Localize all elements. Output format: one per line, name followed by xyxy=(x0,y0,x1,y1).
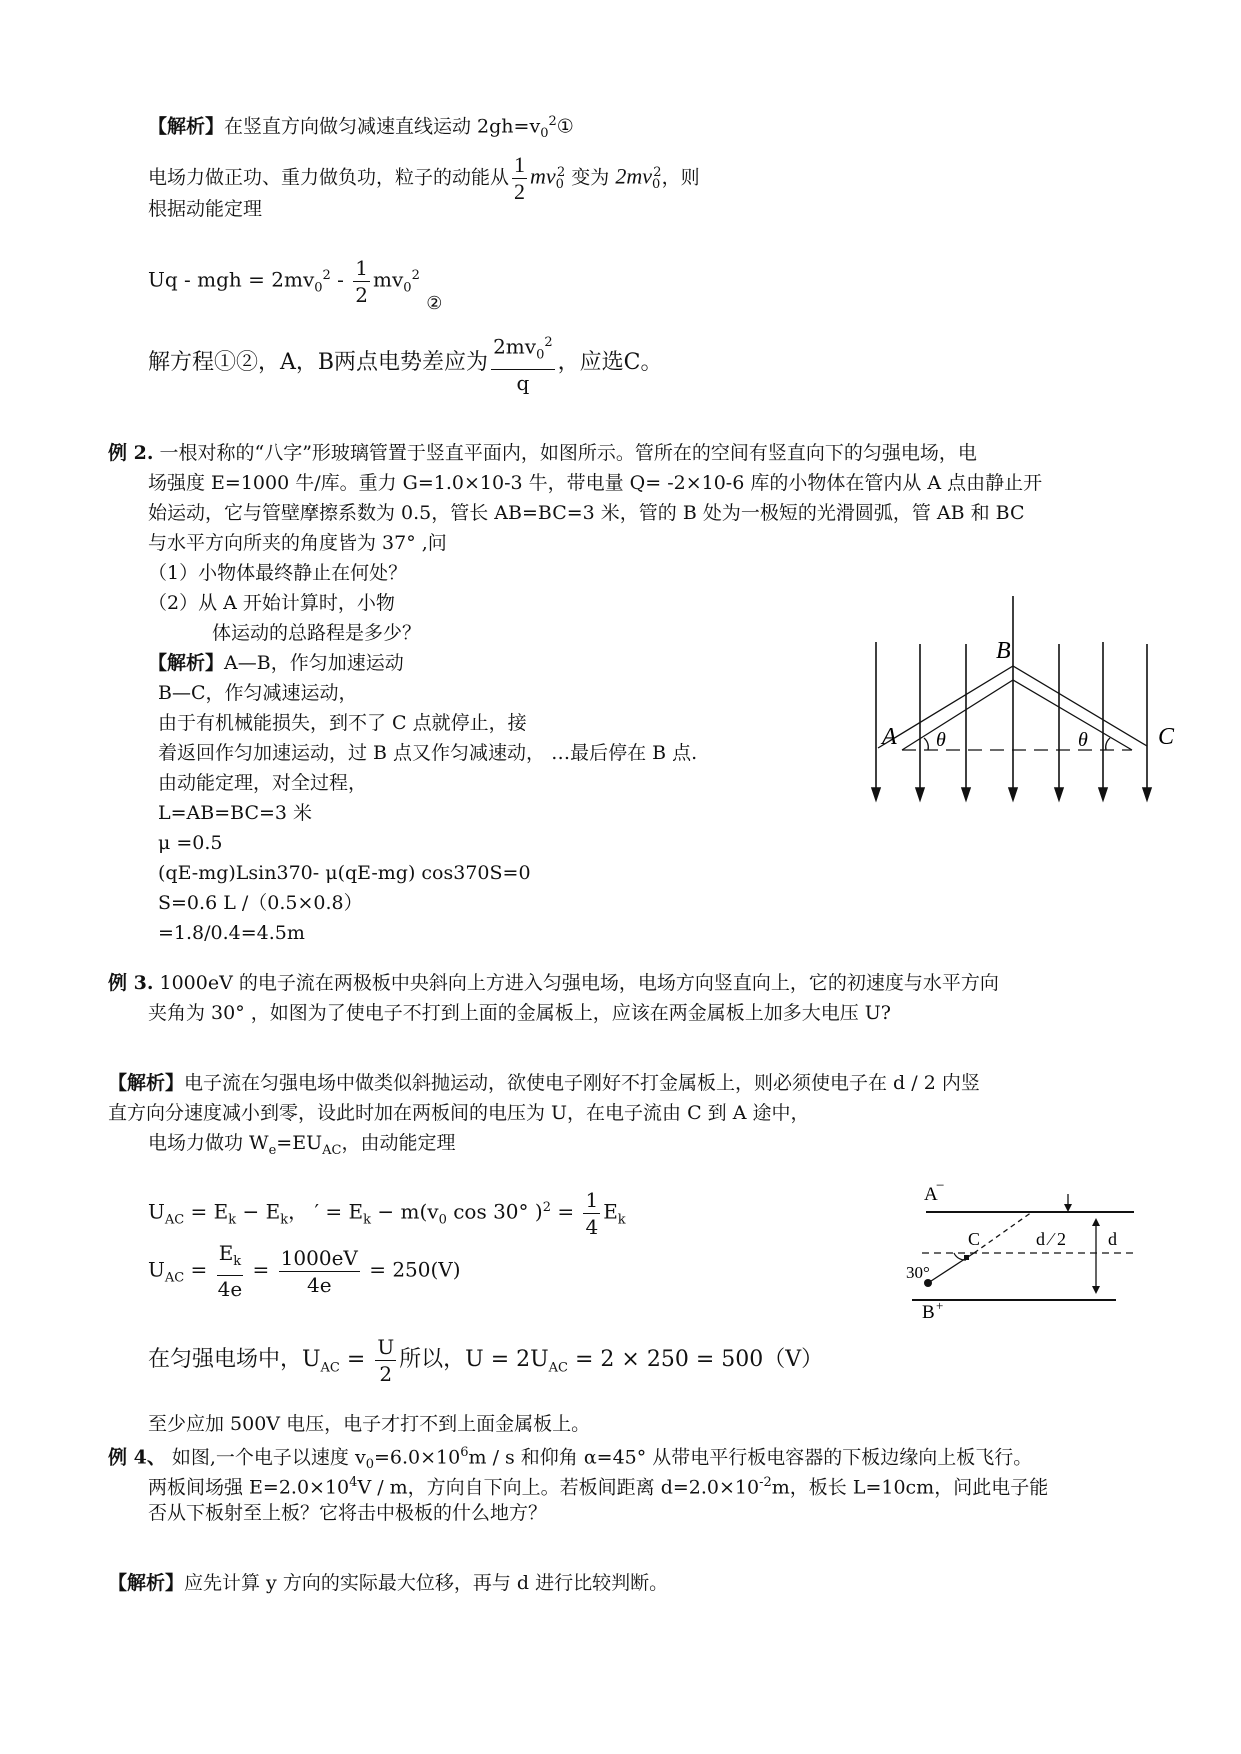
example-4-line-2 xyxy=(148,1471,1048,1499)
numerator: 2mv xyxy=(493,334,537,359)
question-1 xyxy=(148,561,407,585)
subscript: 0 xyxy=(555,177,564,193)
angle-label: 30° xyxy=(906,1263,930,1282)
text: 体运动的总路程是多少？ xyxy=(212,622,422,644)
math: ， ′ = E xyxy=(288,1199,364,1224)
equation-uac-3 xyxy=(148,1330,823,1398)
subscript: 0 xyxy=(314,280,323,296)
text: ，由动能定理 xyxy=(341,1132,456,1154)
superscript: 2 xyxy=(556,165,566,180)
label-a: A xyxy=(924,1184,938,1205)
label-b: B xyxy=(922,1302,935,1320)
numerator: 1 xyxy=(355,255,369,280)
subscript: AC xyxy=(164,1212,185,1228)
text: ，应选C。 xyxy=(557,349,663,375)
analysis-line xyxy=(148,1131,455,1163)
denominator: 4e xyxy=(217,1277,243,1301)
superscript: 2 xyxy=(653,165,662,180)
example-2-line-4 xyxy=(148,531,447,555)
angle-arc xyxy=(1106,738,1110,750)
math: U xyxy=(148,1199,165,1224)
subscript: AC xyxy=(164,1270,185,1286)
text: 由动能定理，对全过程， xyxy=(158,772,368,794)
math: mv xyxy=(373,267,404,292)
angle-label: θ xyxy=(936,729,946,751)
equation-mark: ① xyxy=(556,115,574,138)
analysis-line xyxy=(158,771,367,795)
math: − E xyxy=(236,1199,281,1224)
math: E xyxy=(603,1199,618,1224)
subscript: e xyxy=(268,1142,277,1158)
example-label: 例 4、 xyxy=(108,1446,166,1469)
math: - xyxy=(330,267,351,292)
denominator: 2 xyxy=(355,282,369,307)
example-3-line-1 xyxy=(108,971,999,995)
math: = E xyxy=(184,1199,229,1224)
question-2-cont xyxy=(212,621,421,645)
text: B—C，作匀减速运动， xyxy=(158,682,358,704)
example-label: 例 3. xyxy=(108,972,154,994)
text: 否从下板射至上板？它将击中极板的什么地方？ xyxy=(148,1502,548,1524)
subscript: 0 xyxy=(536,347,545,363)
subscript: k xyxy=(228,1212,237,1228)
math: = xyxy=(339,1347,373,1372)
math: U xyxy=(148,1257,165,1282)
arrow-down-icon xyxy=(962,788,970,800)
superscript: 2 xyxy=(544,335,553,350)
solution-line xyxy=(148,330,662,396)
denominator: 4e xyxy=(306,1272,332,1297)
fraction xyxy=(279,1245,360,1298)
analysis-line xyxy=(158,681,358,705)
text: 始运动，它与管壁摩擦系数为 0.5，管长 AB=BC=3 米，管的 B 处为一极短的光滑圆弧，管 AB 和 BC xyxy=(148,502,1025,524)
denominator: 4 xyxy=(585,1214,599,1239)
example-2-line-2 xyxy=(148,471,1042,495)
subscript: 0 xyxy=(540,126,549,142)
analysis-label: 【解析】 xyxy=(148,115,225,138)
denominator: 2 xyxy=(514,178,526,204)
arrow-down-icon xyxy=(1099,788,1107,800)
subscript: AC xyxy=(320,1360,340,1376)
text: V / m，方向自下向上。若板间距离 d=2.0×10 xyxy=(357,1476,760,1499)
subscript: k xyxy=(233,1254,242,1269)
text: 变为 xyxy=(571,166,610,189)
angle-label: θ xyxy=(1078,729,1088,751)
text: m / s 和仰角 α=45° 从带电平行板电容器的下板边缘向上板飞行。 xyxy=(468,1446,1033,1469)
point-c-marker xyxy=(964,1255,969,1260)
analysis-line xyxy=(158,831,223,855)
superscript: 2 xyxy=(548,114,557,129)
text: 着返回作匀加速运动，过 B 点又作匀减速动， …最后停在 B 点. xyxy=(158,742,698,764)
superscript: 2 xyxy=(411,268,420,283)
numerator: 1 xyxy=(514,151,526,177)
text: A—B，作匀加速运动 xyxy=(224,652,404,674)
subscript: k xyxy=(617,1212,626,1228)
subscript: 0 xyxy=(365,1457,374,1473)
text: L=AB=BC=3 米 xyxy=(158,802,313,824)
label-a: A xyxy=(882,724,897,750)
math: Uq - mgh = 2mv xyxy=(148,267,315,292)
text: 直方向分速度减小到零，设此时加在两板间的电压为 U，在电子流由 C 到 A 途中， xyxy=(108,1102,810,1124)
analysis-line xyxy=(158,891,363,915)
text: m，板长 L=10cm，问此电子能 xyxy=(771,1476,1049,1499)
math: 2mv xyxy=(615,163,652,189)
math: = xyxy=(246,1257,276,1282)
text: =1.8/0.4=4.5m xyxy=(158,922,305,944)
text: (qE-mg)Lsin370- μ(qE-mg) cos370S=0 xyxy=(158,862,531,884)
text: 电场力做正功、重力做负功，粒子的动能从 xyxy=(148,166,510,189)
fraction xyxy=(512,152,527,205)
angle-arc xyxy=(924,738,928,750)
subscript: k xyxy=(363,1212,372,1228)
label-b: B xyxy=(996,638,1011,664)
analysis-line-1 xyxy=(148,110,574,146)
subscript: AC xyxy=(548,1360,569,1376)
superscript: 2 xyxy=(542,1200,551,1215)
equation-uac-1 xyxy=(148,1180,626,1249)
text: μ =0.5 xyxy=(158,832,223,854)
text: 在竖直方向做匀减速直线运动 2gh=v xyxy=(224,115,541,138)
text: 如图,一个电子以速度 v xyxy=(171,1446,366,1469)
equation-2 xyxy=(148,248,442,317)
text: = 2 × 250 = 500（V） xyxy=(568,1347,824,1372)
fraction xyxy=(217,1240,244,1302)
label-c: C xyxy=(1158,724,1175,750)
parallel-plates-figure xyxy=(880,1160,1140,1320)
subscript: 0 xyxy=(403,280,412,296)
text: 至少应加 500V 电压，电子才打不到上面金属板上。 xyxy=(148,1413,591,1435)
math: cos 30° ) xyxy=(446,1199,543,1224)
subscript: k xyxy=(280,1212,289,1228)
analysis-label: 【解析】 xyxy=(148,652,225,674)
superscript: 6 xyxy=(460,1445,469,1460)
numerator: 1 xyxy=(585,1187,599,1212)
example-4-line-3 xyxy=(148,1501,547,1525)
math: − m(v xyxy=(371,1199,439,1224)
analysis-label: 【解析】 xyxy=(108,1572,185,1594)
tube-field-figure xyxy=(850,580,1190,810)
analysis-line xyxy=(158,921,305,945)
denominator: 2 xyxy=(379,1361,393,1386)
arrow-down-icon xyxy=(1064,1204,1072,1212)
text: 夹角为 30° ，如图为了使电子不打到上面的金属板上，应该在两金属板上加多大电压 U? xyxy=(148,1002,891,1024)
text: =6.0×10 xyxy=(374,1446,461,1469)
text: 根据动能定理 xyxy=(148,198,263,220)
arrow-up-icon xyxy=(1092,1218,1100,1226)
text: 所以，U = 2U xyxy=(399,1347,549,1372)
text: （1）小物体最终静止在何处？ xyxy=(148,562,408,584)
denominator: q xyxy=(516,370,530,395)
math: = 250(V) xyxy=(362,1257,461,1282)
math: = xyxy=(184,1257,214,1282)
analysis-line xyxy=(148,651,404,675)
equation-mark: ② xyxy=(426,292,443,314)
subscript: 0 xyxy=(438,1212,447,1228)
arrow-down-icon xyxy=(1143,788,1151,800)
text: 电场力做功 W xyxy=(148,1132,269,1154)
text: 1000eV 的电子流在两极板中央斜向上方进入匀强电场，电场方向竖直向上，它的初速度与水平方向 xyxy=(159,972,999,994)
text: （2）从 A 开始计算时，小物 xyxy=(148,592,395,614)
question-2 xyxy=(148,591,395,615)
label-d-half: d ⁄ 2 xyxy=(1036,1229,1067,1249)
label-b-sign: + xyxy=(936,1298,944,1313)
arrow-down-icon xyxy=(1055,788,1063,800)
math: mv xyxy=(530,163,556,189)
trajectory-dashed xyxy=(974,1212,1032,1253)
text: 由于有机械能损失，到不了 C 点就停止，接 xyxy=(158,712,527,734)
text: ，则 xyxy=(661,166,700,189)
subscript: 0 xyxy=(652,177,661,193)
analysis-line-3 xyxy=(148,197,262,221)
conclusion xyxy=(148,1412,590,1436)
analysis-line xyxy=(108,1101,809,1125)
text: 在匀强电场中，U xyxy=(148,1347,321,1372)
fraction xyxy=(353,255,370,308)
superscript: -2 xyxy=(759,1475,772,1490)
example-2-line-3 xyxy=(148,501,1025,525)
example-3-line-2 xyxy=(148,1001,891,1025)
text: 与水平方向所夹的角度皆为 37° ,问 xyxy=(148,532,447,554)
analysis-line xyxy=(158,801,312,825)
text: 解方程①②，A，B两点电势差应为 xyxy=(148,349,489,375)
text: 电子流在匀强电场中做类似斜抛运动，欲使电子刚好不打金属板上，则必须使电子在 d / 2 内竖 xyxy=(184,1072,980,1094)
text: 一根对称的“八字”形玻璃管置于竖直平面内，如图所示。管所在的空间有竖直向下的匀强电场，电 xyxy=(159,442,977,464)
analysis-line xyxy=(108,1571,668,1595)
analysis-line xyxy=(108,1071,980,1095)
fraction xyxy=(583,1187,600,1240)
analysis-line xyxy=(158,861,531,885)
fraction xyxy=(375,1334,396,1387)
text: =EU xyxy=(276,1132,323,1154)
superscript: 4 xyxy=(349,1475,358,1490)
analysis-line xyxy=(158,741,697,765)
label-d: d xyxy=(1108,1229,1117,1249)
subscript: AC xyxy=(322,1142,342,1158)
math: = xyxy=(550,1199,581,1224)
arrow-down-icon xyxy=(1009,788,1017,800)
arrow-down-icon xyxy=(1092,1286,1100,1294)
text: 两板间场强 E=2.0×10 xyxy=(148,1476,350,1499)
label-a-sign: − xyxy=(936,1178,945,1194)
equation-uac-2 xyxy=(148,1240,461,1307)
superscript: 2 xyxy=(322,268,331,283)
label-c: C xyxy=(968,1229,981,1249)
arrow-down-icon xyxy=(916,788,924,800)
text: S=0.6 L /（0.5×0.8） xyxy=(158,892,363,914)
numerator: 1000eV xyxy=(280,1245,358,1270)
example-2-line-1 xyxy=(108,441,977,465)
arrow-down-icon xyxy=(872,788,880,800)
analysis-label: 【解析】 xyxy=(108,1072,185,1094)
analysis-line xyxy=(158,711,527,735)
example-label: 例 2. xyxy=(108,442,154,464)
text: 场强度 E=1000 牛/库。重力 G=1.0×10-3 牛，带电量 Q= -2×10-6 库的小物体在管内从 A 点由静止开 xyxy=(148,472,1043,494)
text: 应先计算 y 方向的实际最大位移，再与 d 进行比较判断。 xyxy=(184,1572,669,1594)
numerator: E xyxy=(218,1241,234,1265)
numerator: U xyxy=(377,1334,395,1359)
fraction xyxy=(491,330,555,396)
